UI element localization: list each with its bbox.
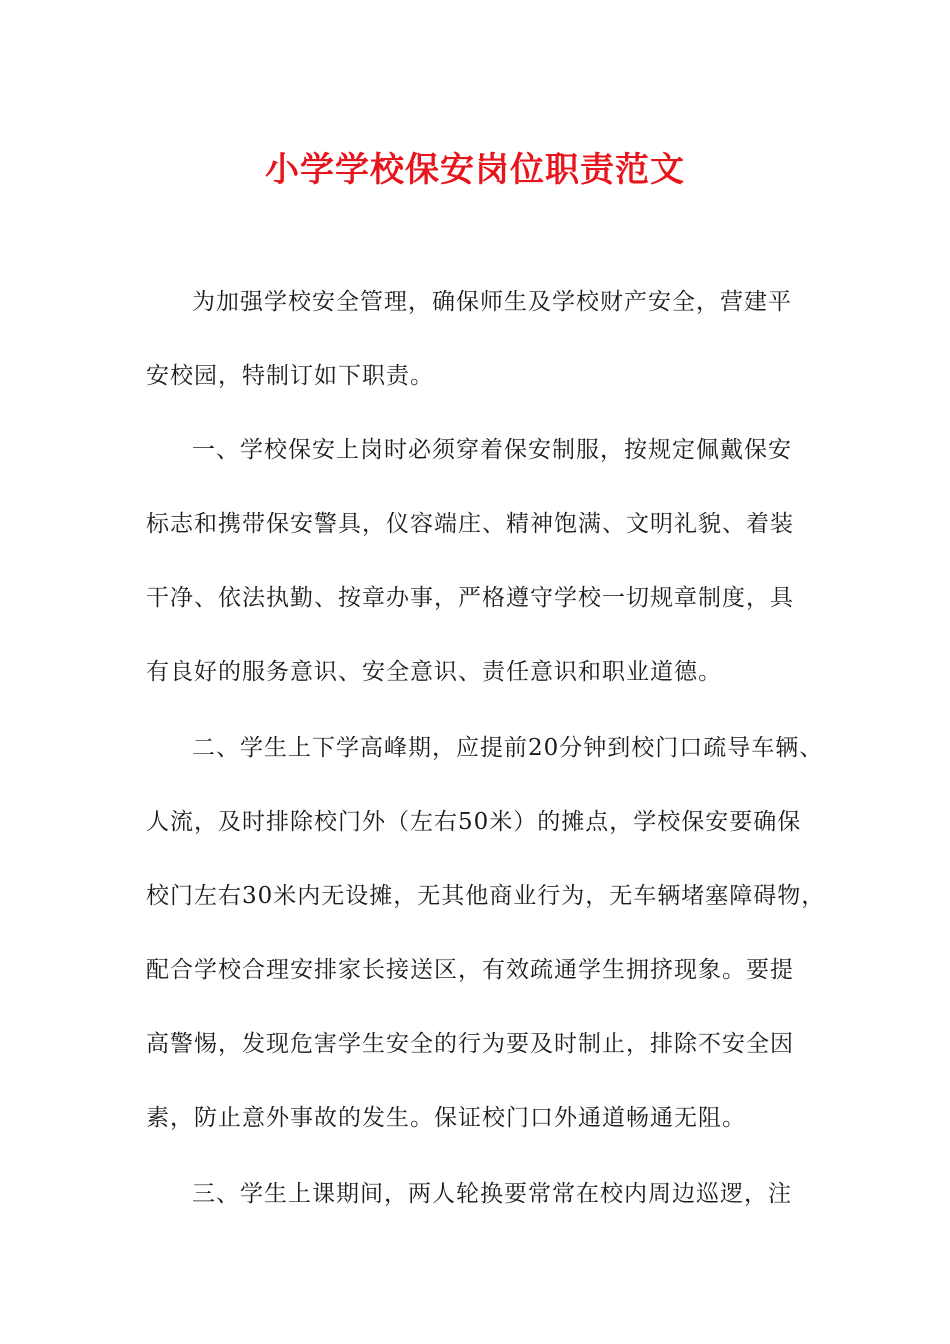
paragraph-line: 三、学生上课期间，两人轮换要常常在校内周边巡逻，注 xyxy=(192,1181,792,1207)
paragraph-line: 标志和携带保安警具，仪容端庄、精神饱满、文明礼貌、着装 xyxy=(146,511,794,537)
paragraph-line: 二、学生上下学高峰期，应提前20分钟到校门口疏导车辆、 xyxy=(192,735,824,761)
paragraph-line: 素，防止意外事故的发生。保证校门口外通道畅通无阻。 xyxy=(146,1105,746,1131)
paragraph-line: 安校园，特制订如下职责。 xyxy=(146,363,434,389)
paragraph-line: 高警惕，发现危害学生安全的行为要及时制止，排除不安全因 xyxy=(146,1031,794,1057)
paragraph-line: 干净、依法执勤、按章办事，严格遵守学校一切规章制度，具 xyxy=(146,585,794,611)
paragraph-line: 校门左右30米内无设摊，无其他商业行为，无车辆堵塞障碍物， xyxy=(146,883,826,909)
paragraph-line: 有良好的服务意识、安全意识、责任意识和职业道德。 xyxy=(146,659,722,685)
paragraph-line: 一、学校保安上岗时必须穿着保安制服，按规定佩戴保安 xyxy=(192,437,792,463)
paragraph-line: 配合学校合理安排家长接送区，有效疏通学生拥挤现象。要提 xyxy=(146,957,794,983)
paragraph-line: 为加强学校安全管理，确保师生及学校财产安全，营建平 xyxy=(192,289,792,315)
document-title: 小学学校保安岗位职责范文 xyxy=(265,150,685,190)
paragraph-line: 人流，及时排除校门外（左右50米）的摊点，学校保安要确保 xyxy=(146,809,802,835)
